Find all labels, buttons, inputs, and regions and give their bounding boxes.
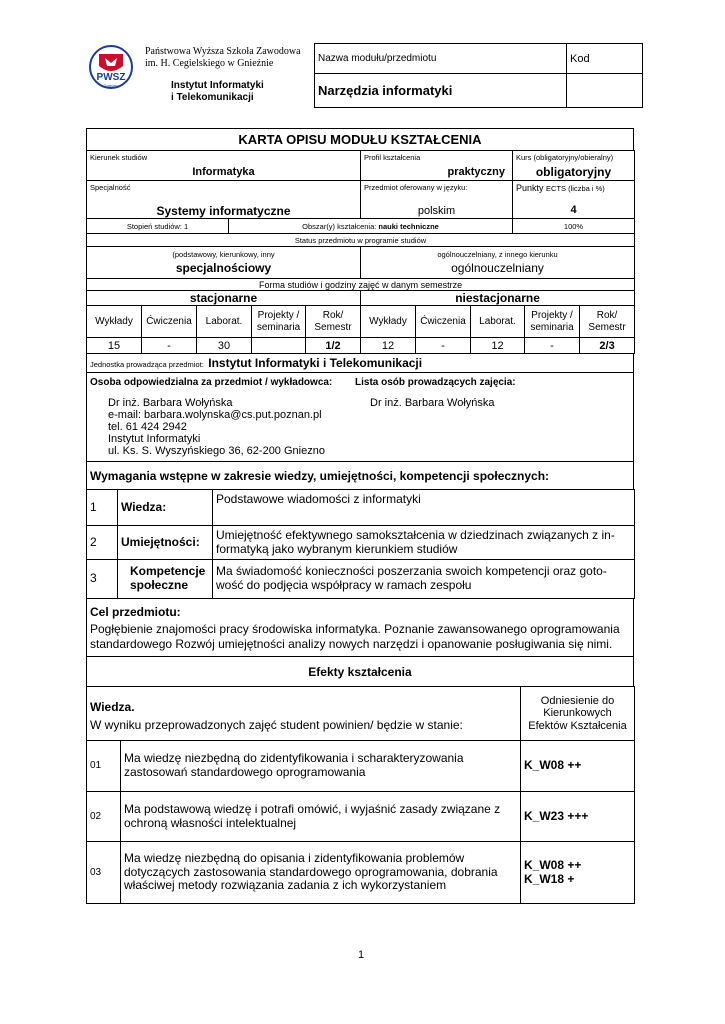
goal-table: [86, 598, 634, 687]
outcome-ref: K_W08 ++: [524, 857, 582, 872]
prereq-name: Umiejętności:: [118, 526, 213, 560]
prereq-num: 1: [87, 490, 118, 526]
responsible-line: e-mail: barbara.wolynska@cs.put.poznan.pl: [108, 409, 322, 421]
goal-title: Cel przedmiotu:: [90, 605, 181, 619]
outcome-text: Ma wiedzę niezbędną do zidentyfikowania i scharakteryzowania zastosowań standardowego oprogramowania: [121, 741, 521, 792]
knowledge-intro: W wyniku przeprowadzonych zajęć student powinien/ będzie w stanie:: [90, 717, 463, 732]
area-percent: 100%: [513, 219, 635, 234]
responsible-line: Dr inż. Barbara Wołyńska: [108, 397, 233, 409]
responsible-line: tel. 61 424 2942: [108, 421, 187, 433]
col-header-exercises: Ćwiczenia: [142, 306, 197, 338]
level-text: Stopień studiów: 1: [87, 219, 229, 234]
prereq-text: Umiejętność efektywnego samokształcenia w dziedzinach związanych z in-formatyką jako wybranym kierunkiem studiów: [213, 526, 635, 560]
profile-cell: [361, 151, 513, 181]
institute-name-line1: Instytut Informatyki: [171, 80, 264, 91]
val-year-semester-ns: 2/3: [580, 338, 635, 354]
profile-value: praktyczny: [447, 166, 505, 178]
col-header-year-semester: Rok/ Semestr: [306, 306, 361, 338]
staff-table: [86, 372, 634, 462]
responsible-label: Osoba odpowiedzialna za przedmiot / wykładowca:: [90, 377, 333, 388]
basic-info-table: [86, 150, 635, 219]
val-lectures: 15: [87, 338, 142, 354]
area-label: Obszar(y) kształcenia:: [302, 221, 377, 231]
col-header-exercises-ns: Ćwiczenia: [416, 306, 471, 338]
outcome-ref: K_W08 ++: [521, 741, 635, 792]
profile-label: Profil kształcenia: [364, 153, 421, 162]
val-projects-ns: -: [525, 338, 580, 354]
ref-header: Odniesienie do Kierunkowych Efektów Kształcenia: [521, 687, 635, 741]
module-name: Narzędzia informatyki: [315, 74, 567, 108]
field-cell: [87, 151, 361, 181]
val-lectures-ns: 12: [361, 338, 416, 354]
course-type-cell: [513, 151, 635, 181]
nonstationary-label: niestacjonarne: [361, 291, 635, 306]
col-header-lectures-ns: Wykłady: [361, 306, 416, 338]
val-labs-ns: 12: [471, 338, 525, 354]
col-header-labs-ns: Laborat.: [471, 306, 525, 338]
field-label: Kierunek studiów: [90, 153, 148, 162]
val-labs: 30: [197, 338, 252, 354]
outcomes-table: [86, 686, 635, 904]
responsible-details: [108, 397, 325, 457]
points-label: [516, 183, 631, 193]
prereq-text: Ma świadomość konieczności poszerzania swoich kompetencji oraz goto-wość do podjęcia współpracy w ramach zespołu: [213, 560, 635, 599]
status-table: [86, 233, 635, 279]
col-header-projects: Projekty / seminaria: [252, 306, 306, 338]
page-number: 1: [358, 949, 365, 961]
staff-cell: [87, 373, 634, 462]
prereq-table: [86, 489, 635, 599]
points-label-detail: ECTS (liczba i %): [546, 184, 605, 193]
card-title-table: [86, 128, 634, 151]
code-label: Kod: [567, 44, 643, 74]
institute-name: [171, 80, 264, 104]
col-header-year-semester-ns: Rok/ Semestr: [580, 306, 635, 338]
status-right-value: ogólnouczelniany: [451, 261, 544, 275]
module-name-label: Nazwa modułu/przedmiotu: [315, 44, 567, 74]
card-title: KARTA OPISU MODUŁU KSZTAŁCENIA: [87, 129, 634, 151]
prereq-text: Podstawowe wiadomości z informatyki: [213, 490, 635, 526]
status-right-cell: [361, 247, 635, 279]
outcome-text: Ma wiedzę niezbędną do opisania i zidentyfikowania problemów dotyczących zastosowania standardowego oprogramowania, dobrania właściwej metody rozwiązania zadania z ich wykorzystaniem: [121, 842, 521, 904]
val-projects: [252, 338, 306, 354]
val-year-semester: 1/2: [306, 338, 361, 354]
level-table: [86, 218, 635, 234]
school-name: [145, 46, 301, 70]
study-forms-table: [86, 278, 635, 354]
val-exercises: -: [142, 338, 197, 354]
status-left-cell: [87, 247, 361, 279]
teacher-name: Dr inż. Barbara Wołyńska: [370, 397, 495, 409]
status-left-label: (podstawowy, kierunkowy, inny: [172, 250, 275, 259]
prereq-title: Wymagania wstępne w zakresie wiedzy, umiejętności, kompetencji społecznych:: [87, 462, 634, 490]
status-left-value: specjalnościowy: [175, 261, 272, 275]
outcome-num: 01: [87, 741, 121, 792]
forms-header: Forma studiów i godziny zajęć w danym semestrze: [87, 279, 635, 291]
outcome-ref: K_W23 +++: [521, 792, 635, 842]
outcomes-title: Efekty kształcenia: [87, 657, 634, 687]
knowledge-header-cell: [87, 687, 521, 741]
stationary-label: stacjonarne: [87, 291, 361, 306]
specialty-value: Systemy informatyczne: [156, 204, 291, 218]
logo-text: PWSZ: [96, 72, 126, 83]
points-label-main: Punkty: [516, 183, 544, 193]
outcome-ref-cell: [521, 842, 635, 904]
responsible-line: ul. Ks. S. Wyszyńskiego 36, 62-200 Gniezno: [108, 445, 325, 457]
prereq-name: Kompetencje społeczne: [118, 560, 213, 599]
outcome-text: Ma podstawową wiedzę i potrafi omówić, i wyjaśnić zasady związane z ochroną własności intelektualnej: [121, 792, 521, 842]
area-cell: [229, 219, 513, 234]
unit-label: Jednostka prowadząca przedmiot:: [90, 360, 204, 369]
prereq-num: 3: [87, 560, 118, 599]
specialty-cell: [87, 181, 361, 219]
institute-name-line2: i Telekomunikacji: [171, 92, 254, 103]
unit-value: Instytut Informatyki i Telekomunikacji: [208, 356, 423, 370]
prereq-title-table: [86, 461, 634, 490]
col-header-labs: Laborat.: [197, 306, 252, 338]
language-cell: [361, 181, 513, 219]
language-value: polskim: [417, 205, 456, 217]
code-value: [567, 74, 643, 108]
val-exercises-ns: -: [416, 338, 471, 354]
logo-subtext: Gniezno: [103, 83, 119, 88]
module-header-table: [314, 43, 643, 108]
col-header-lectures: Wykłady: [87, 306, 142, 338]
teachers-label: Lista osób prowadzących zajęcia:: [355, 377, 516, 388]
prereq-num: 2: [87, 526, 118, 560]
points-value: 4: [570, 204, 577, 216]
goal-cell: [87, 599, 634, 657]
language-label: Przedmiot oferowany w języku:: [364, 183, 468, 192]
status-header: Status przedmiotu w programie studiów: [87, 234, 635, 247]
unit-cell: [87, 354, 634, 373]
area-value: nauki techniczne: [378, 221, 439, 231]
course-type-value: obligatoryjny: [535, 165, 612, 179]
school-name-line1: Państwowa Wyższa Szkoła Zawodowa: [145, 46, 301, 57]
col-header-projects-ns: Projekty / seminaria: [525, 306, 580, 338]
unit-table: [86, 353, 634, 373]
status-right-label: ogólnouczelniany, z innego kierunku: [437, 250, 558, 259]
field-value: Informatyka: [192, 166, 255, 178]
outcome-num: 02: [87, 792, 121, 842]
specialty-label: Specjalność: [90, 183, 131, 192]
outcome-num: 03: [87, 842, 121, 904]
prereq-name: Wiedza:: [118, 490, 213, 526]
outcome-ref: K_W18 +: [524, 871, 575, 886]
goal-text: Pogłębienie znajomości pracy środowiska informatyka. Poznanie zawansowanego oprogramowania standardowego Rozwój umiejętności analizy nowych narzędzi i opanowanie posługiwania się nimi.: [90, 622, 620, 651]
school-name-line2: im. H. Cegielskiego w Gnieźnie: [145, 58, 274, 69]
points-cell: [513, 181, 635, 219]
knowledge-title: Wiedza.: [90, 699, 135, 714]
course-type-label: Kurs (obligatoryjny/obieralny): [516, 153, 614, 162]
module-card: [86, 128, 634, 904]
responsible-line: Instytut Informatyki: [108, 433, 201, 445]
university-logo: [88, 44, 134, 90]
